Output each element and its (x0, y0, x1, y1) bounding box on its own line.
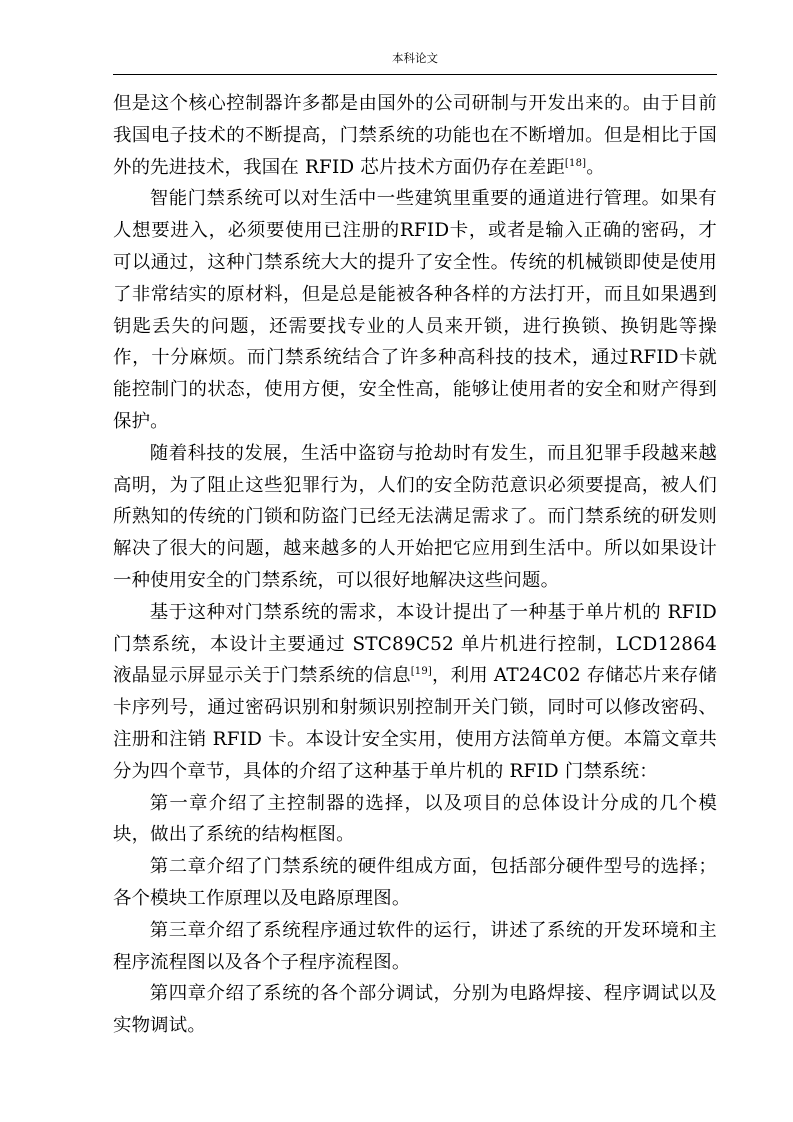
paragraph-text: 基于这种对门禁系统的需求，本设计提出了一种基于单片机的 RFID 门禁系统，本设计主要通过 STC89C52 单片机进行控制，LCD12864 液晶显示屏显示关于门禁系统的信息 (113, 601, 717, 687)
paragraph (113, 597, 717, 788)
paragraph-text: 但是这个核心控制器许多都是由国外的公司研制与开发出来的。由于目前我国电子技术的不断提高，门禁系统的功能也在不断增加。但是相比于国外的先进技术，我国在 RFID 芯片技术方面仍存在差距 (113, 93, 717, 178)
paragraph (113, 915, 717, 979)
citation: [18] (564, 157, 587, 169)
paragraph (113, 88, 717, 183)
paragraph-tail: 。 (586, 156, 605, 178)
paragraph-text: 智能门禁系统可以对生活中一些建筑里重要的通道进行管理。如果有人想要进入，必须要使用已注册的RFID卡，或者是输入正确的密码，才可以通过，这种门禁系统大大的提升了安全性。传统的机械锁即使是使用了非常结实的原材料，但是总是能被各种各样的方法打开，而且如果遇到钥匙丢失的问题，还需要找专业的人员来开锁，进行换锁、换钥匙等操作，十分麻烦。而门禁系统结合了许多种高科技的技术，通过RFID卡就能控制门的状态，使用方便，安全性高，能够让使用者的安全和财产得到保护。 (113, 188, 717, 432)
paragraph (113, 438, 717, 597)
paragraph-text: 随着科技的发展，生活中盗窃与抢劫时有发生，而且犯罪手段越来越高明，为了阻止这些犯罪行为，人们的安全防范意识必须要提高，被人们所熟知的传统的门锁和防盗门已经无法满足需求了。而门禁系统的研发则解决了很大的问题，越来越多的人开始把它应用到生活中。所以如果设计一种使用安全的门禁系统，可以很好地解决这些问题。 (113, 442, 717, 591)
paragraph-text: 第四章介绍了系统的各个部分调试，分别为电路焊接、程序调试以及实物调试。 (113, 983, 717, 1037)
paragraph-text: 第二章介绍了门禁系统的硬件组成方面，包括部分硬件型号的选择；各个模块工作原理以及电路原理图。 (113, 856, 717, 909)
paragraph-tail: ，利用 AT24C02 存储芯片来存储卡序列号，通过密码识别和射频识别控制开关门锁，同时可以修改密码、注册和注销 RFID 卡。本设计安全实用，使用方法简单方便。本篇文章共分为四个章节，具体的介绍了这种基于单片机的 RFID 门禁系统： (113, 665, 717, 782)
paragraph (113, 851, 717, 915)
body-text (113, 88, 717, 1042)
header-title: 本科论文 (392, 51, 438, 65)
paragraph-text: 第一章介绍了主控制器的选择，以及项目的总体设计分成的几个模块，做出了系统的结构框图。 (113, 792, 717, 846)
paragraph-text: 第三章介绍了系统程序通过软件的运行，讲述了系统的开发环境和主程序流程图以及各个子程序流程图。 (113, 919, 717, 973)
citation: [19] (410, 666, 433, 678)
paragraph (113, 183, 717, 437)
page-header (113, 48, 717, 75)
paragraph (113, 788, 717, 852)
paragraph (113, 978, 717, 1042)
